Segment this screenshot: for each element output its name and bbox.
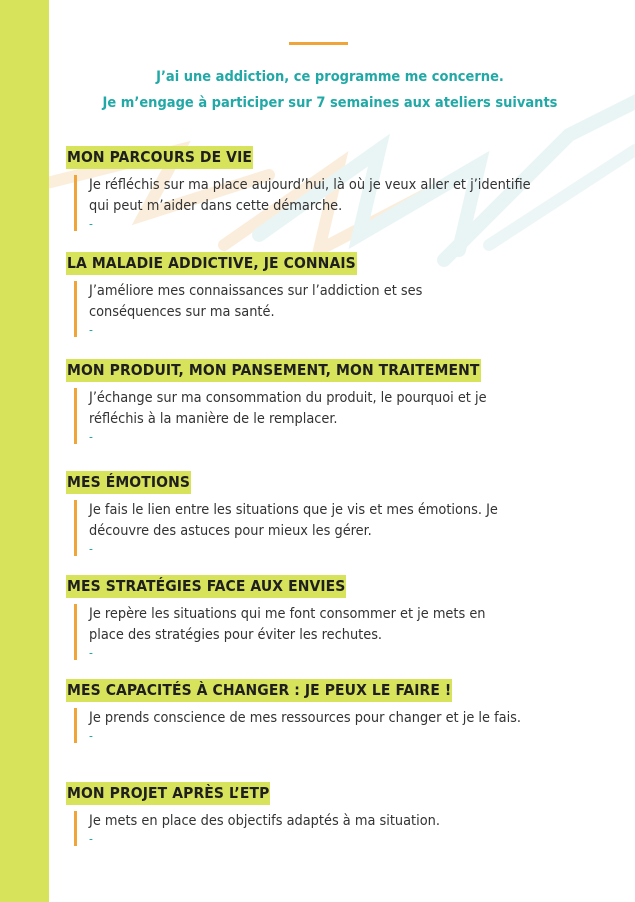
bullet-dash: -	[89, 729, 93, 743]
bullet-dash: -	[89, 323, 93, 337]
section-heading: MON PROJET APRÈS L’ETP	[66, 782, 270, 805]
bullet-dash: -	[89, 217, 93, 231]
section-heading: MON PARCOURS DE VIE	[66, 146, 253, 169]
bullet-dash: -	[89, 542, 93, 556]
body-line: Je mets en place des objectifs adaptés à ma situation.	[89, 813, 440, 829]
section-body	[74, 281, 626, 337]
section-parcours	[66, 146, 626, 231]
body-line: réfléchis à la manière de le remplacer.	[89, 411, 338, 427]
top-divider	[289, 42, 348, 45]
body-line: qui peut m’aider dans cette démarche.	[89, 198, 343, 214]
section-body	[74, 500, 626, 556]
left-color-band	[0, 0, 49, 902]
section-projet	[66, 782, 626, 846]
section-heading: MES ÉMOTIONS	[66, 471, 191, 494]
section-strategies	[66, 575, 626, 660]
intro-text	[60, 64, 600, 116]
section-heading: LA MALADIE ADDICTIVE, JE CONNAIS	[66, 252, 357, 275]
body-line: place des stratégies pour éviter les rechutes.	[89, 627, 383, 643]
body-line: Je réfléchis sur ma place aujourd’hui, là où je veux aller et j’identifie	[89, 177, 531, 193]
body-line: J’échange sur ma consommation du produit, le pourquoi et je	[89, 390, 487, 406]
intro-line-2: Je m’engage à participer sur 7 semaines aux ateliers suivants	[102, 95, 558, 111]
body-line: conséquences sur ma santé.	[89, 304, 275, 320]
section-maladie	[66, 252, 626, 337]
section-body	[74, 811, 626, 846]
section-body	[74, 388, 626, 444]
section-capacites	[66, 679, 626, 743]
body-line: Je repère les situations qui me font consommer et je mets en	[89, 606, 486, 622]
intro-line-1: J’ai une addiction, ce programme me concerne.	[156, 69, 504, 85]
bullet-dash: -	[89, 646, 93, 660]
section-body	[74, 708, 626, 743]
bullet-dash: -	[89, 832, 93, 846]
section-heading: MON PRODUIT, MON PANSEMENT, MON TRAITEMENT	[66, 359, 481, 382]
decorative-brush-strokes	[49, 0, 635, 902]
section-produit	[66, 359, 626, 444]
section-body	[74, 175, 626, 231]
bullet-dash: -	[89, 430, 93, 444]
section-emotions	[66, 471, 626, 556]
body-line: Je prends conscience de mes ressources pour changer et je le fais.	[89, 710, 522, 726]
section-body	[74, 604, 626, 660]
section-heading: MES CAPACITÉS À CHANGER : JE PEUX LE FAIRE !	[66, 679, 452, 702]
body-line: découvre des astuces pour mieux les gérer.	[89, 523, 372, 539]
body-line: J’améliore mes connaissances sur l’addiction et ses	[89, 283, 423, 299]
body-line: Je fais le lien entre les situations que je vis et mes émotions. Je	[89, 502, 498, 518]
section-heading: MES STRATÉGIES FACE AUX ENVIES	[66, 575, 346, 598]
